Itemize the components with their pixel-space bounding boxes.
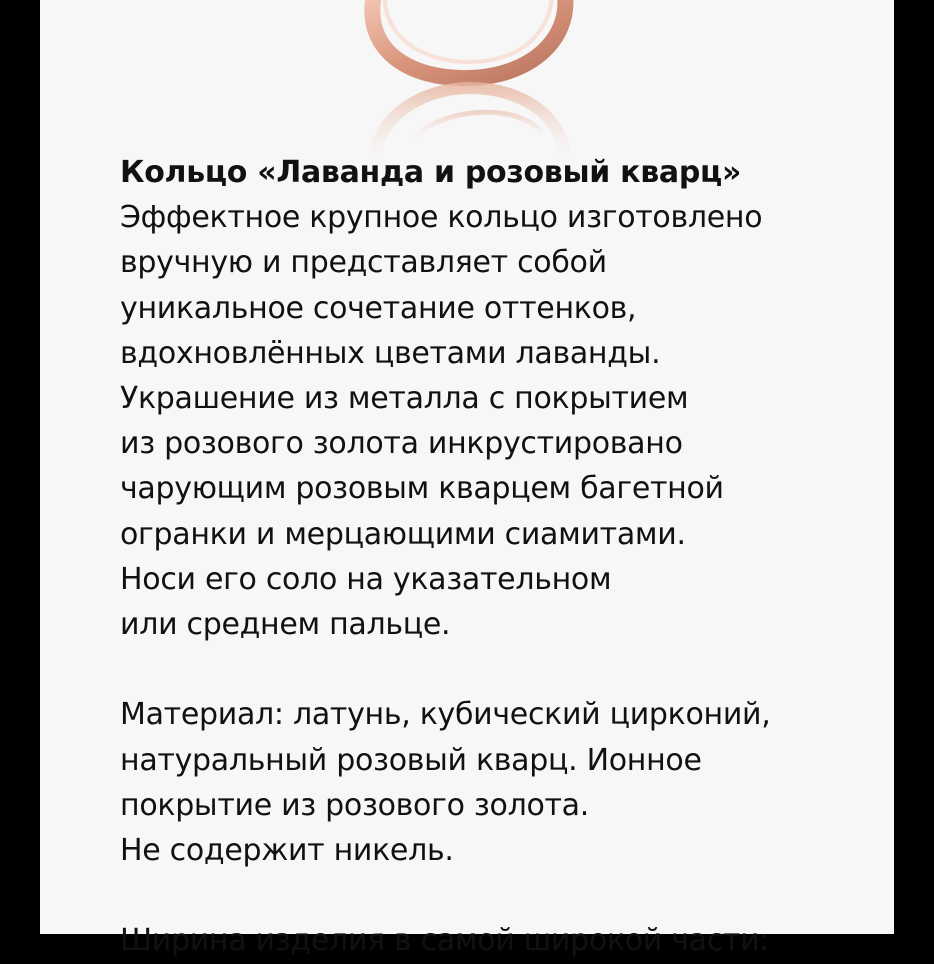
description-line: огранки и мерцающими сиамитами. [120, 516, 686, 552]
description-line: вдохновлённых цветами лаванды. [120, 335, 661, 371]
size-line: Ширина изделия в самой широкой части: [120, 923, 770, 959]
description-line: Эффектное крупное кольцо изготовлено [120, 200, 763, 236]
material-line: Материал: латунь, кубический цирконий, [120, 697, 771, 733]
description-line: или среднем пальце. [120, 607, 451, 643]
material-line: натуральный розовый кварц. Ионное [120, 742, 702, 778]
paragraph-gap [120, 873, 880, 918]
product-description [120, 150, 880, 964]
product-title: Кольцо «Лаванда и розовый кварц» [120, 155, 742, 190]
material-line: покрытие из розового золота. [120, 787, 589, 823]
description-line: из розового золота инкрустировано [120, 426, 683, 462]
description-line: Украшение из металла с покрытием [120, 381, 689, 417]
paragraph-gap [120, 647, 880, 692]
description-line: чарующим розовым кварцем багетной [120, 471, 724, 507]
description-line: Носи его соло на указательном [120, 561, 612, 597]
material-line: Не содержит никель. [120, 833, 454, 869]
description-line: вручную и представляет собой [120, 245, 607, 281]
product-card [40, 0, 894, 959]
description-line: уникальное сочетание оттенков, [120, 290, 637, 326]
